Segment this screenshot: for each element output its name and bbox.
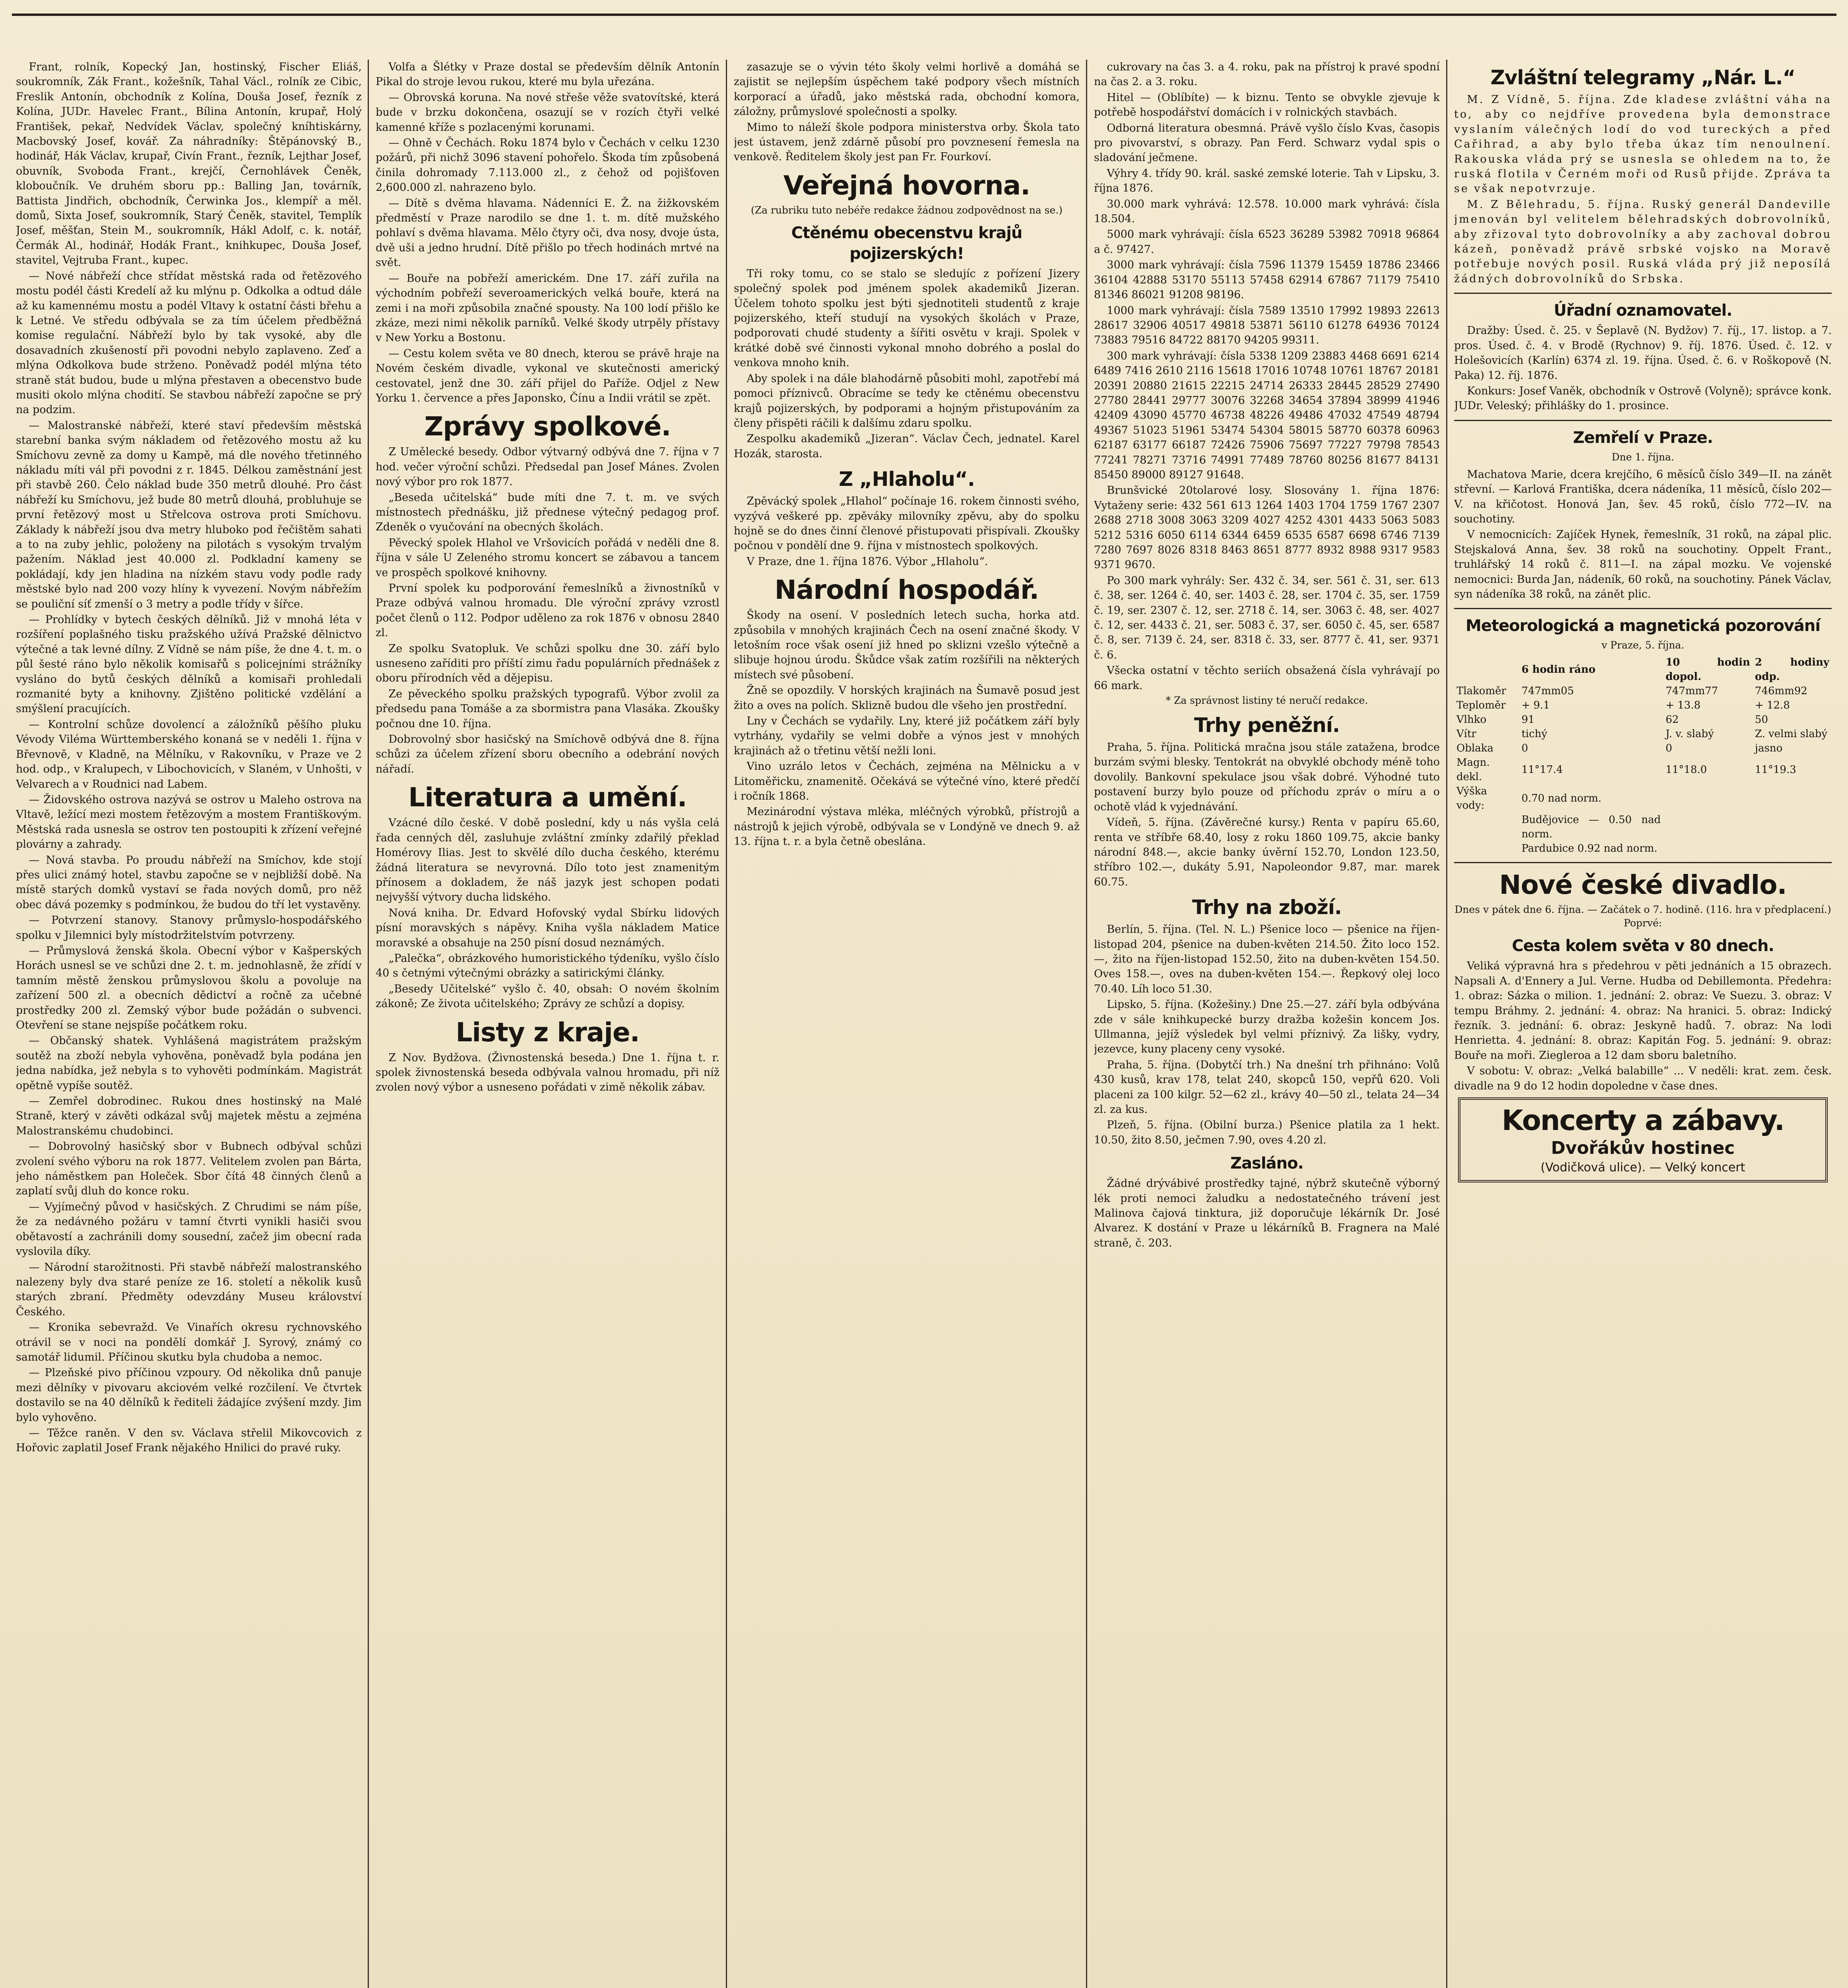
article-paragraph: — Zemřel dobrodinec. Rukou dnes hostinský na Malé Straně, který v závěti odkázal svůj majetek městu a zejména Malostranskému chudobinci. xyxy=(16,1095,362,1137)
meteorology-cell: + 9.1 xyxy=(1521,699,1550,712)
meteorology-cell: Z. velmi slabý xyxy=(1755,728,1828,740)
section-heading: Z „Hlaholu“. xyxy=(839,468,975,491)
article-paragraph: zasazuje se o vývin této školy velmi horlivě a domáhá se zajistit se nejlepším úspěchem také podpory všech místních korporací a úřadů, jako městská rada, obchodní komora, záložny, průmyslové společnosti a spolky. xyxy=(734,61,1080,118)
article-paragraph: Dobrovolný sbor hasičský na Smíchově odbývá dne 8. října schůzi za účelem zřízení sboru obecního a odebrání nových nářadí. xyxy=(376,733,719,775)
article-paragraph: Výhry 4. třídy 90. král. saské zemské loterie. Tah v Lipsku, 3. října 1876. xyxy=(1094,167,1440,195)
meteorology-cell: 747mm77 xyxy=(1666,685,1718,697)
article-paragraph: — Kontrolní schůze dovolencí a záložníků pěšího pluku Vévody Viléma Württemberského konaná se v neděli 1. října v Břevnově, v Kladně, na Mělníku, v Rakovníku, v Praze ve 2 hod. odp., v Kralupech, v Libochovicích, v Slaném, v Unhošti, v Velvarech a v Roudnici nad Labem. xyxy=(16,718,362,790)
section-heading: Zprávy spolkové. xyxy=(424,411,671,442)
article-paragraph: — Kronika sebevražd. Ve Vinařích okresu rychnovského otrávil se v noci na pondělí domkář J. Syrový, známý co samotář lidumil. Příčinou skutku byla chudoba a nemoc. xyxy=(16,1321,362,1363)
article-paragraph: — Židovského ostrova nazývá se ostrov u Maleho ostrova na Vltavě, ležící mezi mostem řetězovým a mostem Františkovým. Městská rada usnesla se ostrov ten postoupiti k zřízení veřejné plovárny a zahrady. xyxy=(16,793,362,851)
article-paragraph: — Ohně v Čechách. Roku 1874 bylo v Čechách v celku 1230 požárů, při nichž 3096 stavení pohořelo. Škoda tím způsobená činila dohromady 7.113.000 zl., z čehož od pojišťoven 2,600.000 zl. nahrazeno bylo. xyxy=(376,137,719,194)
article-paragraph: První spolek ku podporování řemeslníků a živnostníků v Praze odbývá valnou hromadu. Dle výroční zprávy vzrostl počet členů o 112. Podpor uděleno za rok 1876 v obnosu 2840 zl. xyxy=(376,582,719,639)
article-paragraph: Hitel — (Oblíbíte) — k biznu. Tento se obvykle zjevuje k potřebě hospodářství domácích i v rolnických stavbách. xyxy=(1094,91,1440,119)
section-heading: Trhy peněžní. xyxy=(1194,714,1340,737)
article-paragraph: Ze pěveckého spolku pražských typografů. Výbor zvolil za předsedu pana Tomáše a za sbormistra pana Vlasáka. Zkoušky počnou dne 10. října. xyxy=(376,687,719,730)
article-paragraph: Nová kniha. Dr. Edvard Hofovský vydal Sbírku lidových písní moravských s nápěvy. Kniha vyšla nákladem Matice moravské a obsahuje na 250 písní dosud neznámých. xyxy=(376,907,719,949)
meteorology-cell: 11°18.0 xyxy=(1666,764,1707,776)
theatre-date: Dnes v pátek dne 6. října. — Začátek o 7. hodině. (116. hra v předplacení.) Poprvé: xyxy=(1454,904,1831,929)
article-paragraph: Vino uzrálo letos v Čechách, zejména na Mělnicku a v Litoměřicku, znamenitě. Očekává se výtečné víno, které předčí i ročník 1868. xyxy=(734,760,1080,803)
article-paragraph: — Bouře na pobřeží americkém. Dne 17. září zuřila na východním pobřeží severoamerických velká bouře, která na zemi i na moři způsobila značné spousty. Na 100 lodí přišlo ke zkáze, mezi nimi několik parníků. Velké škody utrpěly přístavy v New Yorku a Bostonu. xyxy=(376,272,719,344)
meteorology-cell: 0 xyxy=(1666,742,1672,755)
article-paragraph: Škody na osení. V posledních letech sucha, horka atd. způsobila v mnohých krajinách Čech na osení značné škody. V letošním roce však osení již hned po sklizni vzešlo výtečně a slibuje hojnou úrodu. Škůdce však zatím rozšířili na některých místech své působení. xyxy=(734,609,1080,681)
article-paragraph: Zpěvácký spolek „Hlahol“ počínaje 16. rokem činnosti svého, vyzývá veškeré pp. zpěváky milovníky zpěvu, aby do spolku hojně se do dnes činní členové přistupovati přispívali. Zkoušky počnou v pondělí dne 9. října v místnostech spolkových. xyxy=(734,495,1080,552)
article-paragraph: Všecka ostatní v těchto seriích obsažená čísla vyhrávají po 66 mark. xyxy=(1094,664,1440,692)
article-paragraph: — Dobrovolný hasičský sbor v Bubnech odbýval schůzi zvolení svého výboru na rok 1877. Velitelem zvolen pan Bárta, jeho náměstkem pan Holeček. Sbor čítá 48 činných členů a zaplatí svůj dluh do konce roku. xyxy=(16,1140,362,1198)
meteorology-header-row xyxy=(1454,655,1832,684)
deaths-entry: V nemocnicích: Zajíček Hynek, řemeslník, 31 roků, na zápal plic. Stejskalová Anna, šev. 38 roků na souchotiny. Oppelt Frant., truhlářský 14 roků č. 811—I. na zápal mozku. Ve vojenské nemocnici: Burda Jan, nádeník, 60 roků, na souchotiny. Pánek Václav, syn nádeníka 38 roků, na zánět plic. xyxy=(1454,528,1832,600)
deaths-heading: Zemřelí v Praze. xyxy=(1573,428,1713,447)
article-paragraph: 1000 mark vyhrávají: čísla 7589 13510 17992 19893 22613 28617 32906 40517 49818 53871 56110 61278 64936 70124 73883 79516 84722 88170 94205 99311. xyxy=(1094,304,1440,347)
meteorology-column-header: 2 hodiny odp. xyxy=(1755,656,1829,683)
article-paragraph: Praha, 5. října. (Dobytčí trh.) Na dnešní trh přihnáno: Volů 430 kusů, krav 178, telat 240, skopců 150, vepřů 620. Voli placeni za 100 kilgr. 52—62 zl., krávy 40—50 zl., telata 24—34 zl. za kus. xyxy=(1094,1058,1440,1116)
section-heading: Veřejná hovorna. xyxy=(783,170,1030,201)
column-1 xyxy=(16,60,362,1988)
meteorology-column-header: 10 hodin dopol. xyxy=(1666,656,1750,683)
meteorology-table xyxy=(1454,655,1832,856)
telegram-belgrade: M. Z Bělehradu, 5. října. Ruský generál Dandeville jmenován byl velitelem bělehradských dobrovolníků, aby zřizoval tyto dobrovolníky a aby zachoval dobrou kázeň, poněvadž právě srbské vojsko na Moravě potřebuje nových posil. Ruská vláda prý již neposílá žádných dobrovolníků do Srbska. xyxy=(1454,198,1832,285)
article-paragraph: Praha, 5. října. Politická mračna jsou stále zatažena, brodce burzám svými blesky. Tentokrát na obvyklé obchody méně toho dovolily. Bankovní spekulace jsou však dobré. Výhodné tuto postavení burzy bylo pouze od příchodu zpráv o míru a o ochotě vlád k vyjednávání. xyxy=(1094,741,1440,813)
meteorology-cell: jasno xyxy=(1755,742,1783,755)
meteorology-cell: Vítr xyxy=(1456,728,1476,740)
column-4 xyxy=(1094,60,1440,1988)
article-paragraph: Berlín, 5. října. (Tel. N. L.) Pšenice loco — pšenice na říjen-listopad 204, pšenice na duben-květen 214.50. Žito loco 152.—, žito na říjen-listopad 152.50, žito na duben-květen 154.50. Oves 158.—, oves na duben-květen 154.—. Řepkový olej loco 70.40. Líh loco 51.30. xyxy=(1094,923,1440,995)
meteorology-cell: Výška vody: xyxy=(1456,785,1487,812)
meteorology-cell: Teploměr xyxy=(1456,699,1506,712)
meteorology-row xyxy=(1454,755,1832,784)
meteorology-cell: + 12.8 xyxy=(1755,699,1790,712)
deaths-date: Dne 1. října. xyxy=(1611,451,1674,463)
section-heading: Literatura a umění. xyxy=(408,782,687,813)
meteorology-cell: 746mm92 xyxy=(1755,685,1807,697)
article-paragraph: 5000 mark vyhrávají: čísla 6523 36289 53982 70918 96864 a č. 97427. xyxy=(1094,228,1440,256)
article-paragraph: Tři roky tomu, co se stalo se sledujíc z pořízení Jizery společný spolek pod jménem spolek akademiků Jizeran. Účelem tohoto spolku jest býti sjednotiteli studentů z kraje pojizerského, kteří studují na vysokých školách v Praze, podporovati chudé studenty a šířiti osvětu v kraji. Spolek v krátké době své činnosti vykonal mnoho dobrého a poslal do venkova mnoho knih. xyxy=(734,267,1080,369)
meteorology-cell: Pardubice 0.92 nad norm. xyxy=(1521,843,1658,855)
article-paragraph: Vzácné dílo české. V době poslední, kdy u nás vyšla celá řada cenných děl, zasluhuje zvláštní zmínky zdařilý překlad Homérovy Ilias. Jest to skvělé dílo ducha českého, kterému žádná literatura se nevyrovná. Dílo toto jest znamenitým přínosem a dokladem, že náš jazyk jest schopen podati nejvyšší výtvory ducha lidského. xyxy=(376,817,719,904)
column-divider xyxy=(1446,60,1447,1988)
meteorology-cell: Tlakoměr xyxy=(1456,685,1507,697)
article-paragraph: V Praze, dne 1. října 1876. Výbor „Hlaholu“. xyxy=(747,555,988,568)
article-paragraph: 3000 mark vyhrávají: čísla 7596 11379 15459 18786 23466 36104 42888 53170 55113 57458 62914 67867 71179 75410 81346 86021 91208 98196. xyxy=(1094,259,1440,301)
article-paragraph: — Občanský shatek. Vyhlášená magistrátem pražským soutěž na zboží nebyla vyhověna, poněvadž byla podána jen jedna nabídka, jež nebyla s to vyhověti podmínkám. Magistrát opětně vypíše soutěž. xyxy=(16,1035,362,1092)
meteorology-column-header xyxy=(1454,655,1519,684)
theatre-note: V sobotu: V. obraz: „Velká balabille“ ... V neděli: krat. zem. česk. divadle na 9 do 12 hodin dopoledne v čase dnes. xyxy=(1454,1065,1832,1092)
meteorology-row xyxy=(1454,712,1832,727)
theatre-heading: Nové české divadlo. xyxy=(1499,870,1787,901)
article-paragraph: — Vyjímečný původ v hasičských. Z Chrudimi se nám píše, že za nedávného požáru v tamní čtvrti vynikli hasiči svou obětavostí a zachránili domy sousední, začež jim obecní rada vyslovila díky. xyxy=(16,1200,362,1258)
meteorology-cell xyxy=(1454,813,1519,841)
section-note: (Za rubriku tuto nebéře redakce žádnou zodpovědnost na se.) xyxy=(750,204,1063,216)
article-paragraph: 30.000 mark vyhrává: 12.578. 10.000 mark vyhrává: čísla 18.504. xyxy=(1094,198,1440,225)
article-paragraph: Po 300 mark vyhrály: Ser. 432 č. 34, ser. 561 č. 31, ser. 613 č. 38, ser. 1264 č. 40, ser. 1403 č. 28, ser. 1704 č. 35, ser. 1759 č. 19, ser. 2307 č. 12, ser. 2718 č. 14, ser. 3063 č. 48, ser. 4027 č. 12, ser. 4433 č. 21, ser. 5083 č. 37, ser. 6050 č. 45, ser. 6587 č. 8, ser. 7139 č. 24, ser. 8318 č. 33, ser. 8777 č. 41, ser. 9371 č. 6. xyxy=(1094,574,1440,661)
meteorology-cell: J. v. slabý xyxy=(1666,728,1714,740)
article-paragraph: — Potvrzení stanovy. Stanovy průmyslo-hospodářského spolku v Jilemnici byly místodržitelstvím potvrzeny. xyxy=(16,914,362,942)
article-paragraph: Ze spolku Svatopluk. Ve schůzi spolku dne 30. září bylo usneseno zaříditi pro příští zimu řadu populárních přednášek z oboru přírodních věd a dějepisu. xyxy=(376,642,719,685)
article-paragraph: Žádné drývábivé prostředky tajné, nýbrž skutečně výborný lék proti nemoci žaludku a nedostatečného trávení jest Malinova čajová tinktura, již doporučuje lékárník Dr. José Alvarez. K dostání v Praze u lékárníků B. Fragnera na Malé straně, č. 203. xyxy=(1094,1177,1440,1249)
meteorology-cell: 11°17.4 xyxy=(1521,764,1563,776)
column-divider xyxy=(1086,60,1087,1988)
column-3 xyxy=(734,60,1080,1988)
article-paragraph: Brunšvické 20tolarové losy. Slosovány 1. října 1876: Vytaženy serie: 432 561 613 1264 1403 1704 1759 1767 2307 2688 2718 3008 3063 3209 4027 4252 4301 4433 5063 5083 5212 5316 6050 6114 6344 6459 6535 6587 6698 6746 7139 7280 7697 8026 8318 8463 8651 8777 8932 8988 9317 9583 9371 9670. xyxy=(1094,484,1440,571)
meteorology-cell: + 13.8 xyxy=(1666,699,1701,712)
concerts-heading: Koncerty a zábavy. xyxy=(1501,1104,1784,1137)
article-paragraph: — Dítě s dvěma hlavama. Nádenníci E. Ž. na žižkovském předměstí v Praze narodilo se dne 1. t. m. dítě mužského pohlaví s dvěma hlavama. Mělo čtyry oči, dva nosy, dvoje ústa, dvě uši a jedno hrudní. Dítě přišlo po třech hodinách mrtvé na svět. xyxy=(376,197,719,269)
meteorology-cell: 0 xyxy=(1521,742,1528,755)
article-paragraph: „Palečka“, obrázkového humoristického týdeníku, vyšlo číslo 40 s četnými výtečnými obrázky a satirickými články. xyxy=(376,952,719,980)
meteorology-cell: 747mm05 xyxy=(1521,685,1574,697)
meteorology-cell: 62 xyxy=(1666,714,1679,726)
section-heading: Ctěnému obecenstvu krajů pojizerských! xyxy=(791,223,1022,263)
article-paragraph: Frant, rolník, Kopecký Jan, hostinský, Fischer Eliáš, soukromník, Zák Frant., kožešník, Tahal Václ., rolník ze Cibic, Freslik Antonín, obchodník z Kolína, Douša Josef, řezník z Kolína, JUDr. Havelec Frant., Bílina Antonín, krupař, Holý František, pekař, Nedvídek Václav, společný kníhtiskárny, Macbovský Josef, kovář. Za náhradníky: Štěpánovský B., hodinář, Hák Václav, krupař, Civín Frant., řezník, Lejthar Josef, obuvník, Svoboda Frant., krejčí, Černohlávek Čeněk, kloboučník. Ve druhém sboru pp.: Balling Jan, továrník, Battista Jindřich, obchodník, Čerwinka Jos., klempíř a měl. domů, Sixta Josef, soukromník, Starý Čeněk, stavitel, Templík Josef, měšťan, Stein M., soukromník, Hákl Adolf, c. k. notář, Čermák Al., hodinář, Hodák Frant., knihkupec, Douša Josef, stavitel, Vejtruba Frant., kupec. xyxy=(16,61,362,267)
meteorology-row xyxy=(1454,841,1832,856)
article-paragraph: Žně se opozdily. V horských krajinách na Šumavě posud jest žito a oves na polích. Sklizně budou dle všeho jen prostřední. xyxy=(734,684,1080,712)
meteorology-cell xyxy=(1454,841,1519,856)
telegram-vienna: M. Z Vídně, 5. října. Zde kladese zvláštní váha na to, aby co nejdříve provedena byla demonstrace vyslaním válečných lodí do vod tureckých a před Cařihrad, a aby bylo třeba úkaz tím nenoulnení. Rakouska vláda prý se usnesla se ohledem na to, že ruská flotila v Černém moři od Rusů přijde. Zpráva ta se však nepotvrzuje. xyxy=(1454,93,1832,195)
article-paragraph: „Besedy Učitelské“ vyšlo č. 40, obsah: O novém školním zákoně; Ze života učitelského; Zprávy ze schůzí a dopisy. xyxy=(376,982,719,1010)
meteorology-cell: 91 xyxy=(1521,714,1535,726)
article-paragraph: — Cestu kolem světa ve 80 dnech, kterou se právě hraje na Novém českém divadle, vykonal ve skutečnosti americký cestovatel, jenž dne 30. září přijel do Paříže. Odjel z New Yorku 1. července a přes Japonsko, Čínu a Indii vrátil se zpět. xyxy=(376,347,719,404)
section-divider xyxy=(1454,420,1832,421)
meteorology-cell: tichý xyxy=(1521,728,1547,740)
section-divider xyxy=(1454,862,1832,863)
article-paragraph: Z Nov. Bydžova. (Živnostenská beseda.) Dne 1. října t. r. spolek živnostenská beseda odbývala valnou hromadu, při níž zvolen nový výbor a usneseno pořádati v zimě několik zábav. xyxy=(376,1051,719,1094)
article-paragraph: Lny v Čechách se vydařily. Lny, které již počátkem září byly vytrhány, vydařily se velmi dobře a výnos jest v mnohých krajinách až o třetinu větší nežli loni. xyxy=(734,715,1080,757)
theatre-play-title: Cesta kolem světa v 80 dnech. xyxy=(1512,937,1774,955)
concerts-venue: Dvořákův hostinec xyxy=(1551,1138,1735,1159)
article-paragraph: Mezinárodní výstava mléka, mléčných výrobků, přístrojů a nástrojů k jejich výrobě, odbývala se v Londýně ve dnech 9. až 13. října t. r. a byla četně obeslána. xyxy=(734,806,1080,848)
article-paragraph: — Nová stavba. Po proudu nábřeží na Smíchov, kde stojí přes ulici známý hotel, stavbu započne se v nejbližší době. Na místě starých domků vystaví se řada nových domů, pro něž obec dává pozemky s podmínkou, že budou do tří let vystavěny. xyxy=(16,854,362,911)
telegram-heading: Zvláštní telegramy „Nár. L.“ xyxy=(1490,66,1796,89)
meteorology-cell: 0.70 nad norm. xyxy=(1521,792,1602,805)
meteorology-cell xyxy=(1663,784,1753,813)
section-divider xyxy=(1454,608,1832,609)
meteorology-cell: Oblaka xyxy=(1456,742,1494,755)
article-paragraph: — Obrovská koruna. Na nové střeše věže svatovítské, která bude v brzku dokončena, osazují se v rozích čtyři velké kamenné kříže s pozlacenými korunami. xyxy=(376,91,719,134)
meteorology-row xyxy=(1454,813,1832,841)
article-paragraph: — Těžce raněn. V den sv. Václava střelil Mikovcovich z Hořovic zaplatil Josef Frank nějakého Hnilici do pravé ruky. xyxy=(16,1427,362,1454)
article-paragraph: Aby spolek i na dále blahodárně působiti mohl, zapotřebí má pomoci příznivců. Obracíme se tedy ke ctěnému obecenstvu krajů pojizerských, by podporami a hojným přistupováním za členy přispěti ráčili k dalšímu zdaru spolku. xyxy=(734,372,1080,429)
column-5 xyxy=(1454,60,1832,1988)
article-paragraph: — Průmyslová ženská škola. Obecní výbor v Kašperských Horách usnesl se ve schůzi dne 2. t. m. jednohlasně, že zřídí v tamním městě ženskou průmyslovou školu a povoluje na zařízení 500 zl. a obecních dědictví a ročně za učebné prostředky 200 zl. Zemský výbor bude požádán o subvenci. Otevření se stane nejspíše počátkem roku. xyxy=(16,944,362,1031)
meteorology-cell: Magn. dekl. xyxy=(1456,757,1490,783)
meteorology-row xyxy=(1454,698,1832,712)
section-divider xyxy=(1454,293,1832,294)
top-rule xyxy=(12,14,1836,16)
official-heading: Úřadní oznamovatel. xyxy=(1553,301,1732,320)
meteorology-cell xyxy=(1663,841,1753,856)
meteorology-cell xyxy=(1753,841,1832,856)
article-paragraph: — Prohlídky v bytech českých dělníků. Již v mnohá léta v rozšíření poplašného tisku pražského užívá Pražské dělnictvo výtečné a tak levné dílny. Z Vídně se nám píše, že dne 4. t. m. o půl šesté ráno bylo několik komisařů s policejními strážníky vysláno do bytů českých dělníků a komisaři prohledali rozmanité byty a knihovny. Zjištěno politické vzdělání a smýšlení pracujících. xyxy=(16,613,362,715)
official-auctions: Dražby: Úsed. č. 25. v Šeplavě (N. Bydžov) 7. říj., 17. listop. a 7. pros. Úsed. č. 4. v Brodě (Rychnov) 9. říj. 1876. Úsed. č. 12. v Holešovicích (Karlín) 6374 zl. 19. října. Úsed. č. 6. v Roškopově (N. Paka) 12. říj. 1876. xyxy=(1454,324,1832,382)
article-paragraph: cukrovary na čas 3. a 4. roku, pak na přístroj k pravé spodní na čas 2. a 3. roku. xyxy=(1094,61,1440,88)
article-paragraph: Plzeň, 5. října. (Obilní burza.) Pšenice platila za 1 hekt. 10.50, žito 8.50, ječmen 7.90, oves 4.20 zl. xyxy=(1094,1119,1440,1146)
column-divider xyxy=(368,60,369,1988)
meteorology-cell xyxy=(1753,813,1832,841)
meteorology-row xyxy=(1454,727,1832,741)
article-paragraph: Volfa a Šlétky v Praze dostal se především dělník Antonín Pikal do stroje levou rukou, které mu byla uřezána. xyxy=(376,61,719,88)
article-paragraph: — Nové nábřeží chce střídat městská rada od řetězového mostu podél části Kredelí až ku mlýnu p. Odkolka a odtud dále až ku kamennému mostu a podél Vltavy k ostatní části břehu a k Letné. Ve středu odbývala se za tím účelem předběžná komise regulační. Nábřeží bylo by tak vysoké, aby dle dosavadních zkušeností při povodni nebylo zaplaveno. Zeď a mlýna Odkolkova bude strženo. Poněvadž podél mlýna této straně stát budou, bude u mlýna přestaven a obecenstvo bude musiti okolo mlýna chodití. Se stavbou nábřeží započne se prý na podzim. xyxy=(16,270,362,416)
article-paragraph: Pěvecký spolek Hlahol ve Vršovicích pořádá v neděli dne 8. října v sále U Zeleného stromu koncert se zábavou a tancem ve prospěch spolkové knihovny. xyxy=(376,536,719,579)
section-heading: Trhy na zboží. xyxy=(1192,896,1342,919)
article-paragraph: Odborná literatura obesmná. Právě vyšlo číslo Kvas, časopis pro pivovarství, s obrazy. Pan Ferd. Schwarz vydal spis o sladování ječmene. xyxy=(1094,122,1440,164)
meteorology-cell xyxy=(1753,784,1832,813)
column-2 xyxy=(376,60,719,1988)
meteorology-row xyxy=(1454,684,1832,698)
meteorology-heading: Meteorologická a magnetická pozorování xyxy=(1466,617,1820,635)
meteorology-row xyxy=(1454,784,1832,813)
article-paragraph: — Národní starožitnosti. Při stavbě nábřeží malostranského nalezeny byly dva staré peníze ze 16. století a několik kusů starých zbraní. Předměty odevzdány Museu království Českého. xyxy=(16,1261,362,1318)
concerts-subtitle: (Vodičková ulice). — Velký koncert xyxy=(1540,1161,1745,1175)
meteorology-cell: Vlhko xyxy=(1456,714,1487,726)
meteorology-row xyxy=(1454,741,1832,755)
section-heading: Národní hospodář. xyxy=(774,575,1039,606)
article-paragraph: „Beseda učitelská“ bude míti dne 7. t. m. ve svých místnostech přednášku, již přednese výtečný pedagog prof. Zdeněk o vyučování na obecných školách. xyxy=(376,491,719,534)
meteorology-subheading: v Praze, 5. října. xyxy=(1601,639,1685,651)
article-paragraph: Zespolku akademiků „Jizeran“. Václav Čech, jednatel. Karel Hozák, starosta. xyxy=(734,433,1080,460)
article-paragraph: Z Umělecké besedy. Odbor výtvarný odbývá dne 7. října v 7 hod. večer výroční schůzi. Předsedal pan Josef Mánes. Zvolen nový výbor pro rok 1877. xyxy=(376,446,719,488)
meteorology-cell: 11°19.3 xyxy=(1755,764,1796,776)
meteorology-cell: 50 xyxy=(1755,714,1768,726)
article-paragraph: — Plzeňské pivo příčinou vzpoury. Od několika dnů panuje mezi dělníky v pivovaru akciovém velké rozčilení. Ve čtvrtek dostavilo se na 40 dělníků k řediteli žádajíce zvýšení mzdy. Jim bylo vyhověno. xyxy=(16,1367,362,1424)
article-paragraph: Vídeň, 5. října. (Závěrečné kursy.) Renta v papíru 65.60, renta ve stříbře 68.40, losy z roku 1860 109.75, akcie banky národní 848.—, akcie banky úvěrní 152.70, London 123.50, stříbro 102.—, dukáty 5.91, Napoleondor 9.87, mar. marek 60.75. xyxy=(1094,816,1440,888)
section-note: * Za správnost listiny té neručí redakce. xyxy=(1165,695,1368,707)
article-paragraph: — Malostranské nábřeží, které staví především městská starební banka svým nákladem od řetězového mostu až ku Smíchovu zevně za domy u Kampě, má dle nového třetinného nákladu míti vál při povodni z r. 1845. Délkou zaměstnání jest při stavbě 260. Čelo náklad bude 350 metrů dlouhé. Pro část nábřeží ku Smíchovu, jež bude 80 metrů dlouhá, probluhuje se první řetězový most u Střelcova ostrova proti Smíchovu. Základy k nábřeží jsou dva metry hluboko pod řečištěm sahati a to na zuby jehlic, položeny na pilotách s vysokým trvalým pažením. Náklad jest 40.000 zl. Podkladní kameny se pokládají, kdy jen hladina na nízkém stavu vody podle rady městské bylo nad 200 vozy hlíny k vyvezení. Novým nábřežím se pouliční síť zmenší o 3 metry a podle třídy v šířce. xyxy=(16,419,362,610)
concerts-advert-box xyxy=(1458,1097,1828,1182)
section-heading: Zasláno. xyxy=(1230,1154,1303,1173)
meteorology-column-header: 6 hodin ráno xyxy=(1521,664,1596,676)
article-paragraph: Lipsko, 5. října. (Kožešiny.) Dne 25.—27. září byla odbývána zde v sále knihkupecké burzy dražba kožešin koncem Jos. Ullmanna, jejíž výsledek byl velmi příznivý. Za lišky, vydry, jezevce, kuny placeny ceny vysoké. xyxy=(1094,998,1440,1056)
article-paragraph: Mimo to náleží škole podpora ministerstva orby. Škola tato jest ústavem, jenž zdárně působí pro povznesení řemesla na venkově. Ředitelem školy jest pan Fr. Fourkoví. xyxy=(734,121,1080,163)
deaths-entry: Machatova Marie, dcera krejčího, 6 měsíců číslo 349—II. na zánět střevní. — Karlová Františka, dcera nádeníka, 11 měsíců, číslo 202—V. na křičotost. Honová Jan, šev. 45 roků, číslo 772—IV. na souchotiny. xyxy=(1454,468,1832,525)
theatre-program: Veliká výpravná hra s předehrou v pěti jednáních a 15 obrazech. Napsali A. d'Ennery a Jul. Verne. Hudba od Debillemonta. Předehra: 1. obraz: Sázka o milion. 1. jednání: 2. obraz: Ve Suezu. 3. obraz: V tempu Bráhmy. 2. jednání: 4. obraz: Na hranici. 5. obraz: Indický řezník. 3. jednání: 6. obraz: Jeskyně hadů. 7. obraz: Na lodi Henrietta. 4. jednání: 8. obraz: Kapitán Fog. 5. jednání: 9. obraz: Bouře na moři. Ziegleroa a 12 dam sboru baletního. xyxy=(1454,960,1832,1062)
article-paragraph: 300 mark vyhrávají: čísla 5338 1209 23883 4468 6691 6214 6489 7416 2610 2116 15618 17016 10748 10761 18767 20181 20391 20880 21615 22215 24714 26333 28445 28529 27490 27780 28441 29777 30076 32268 34654 37894 38999 41946 42409 43090 45770 46738 48226 49486 47032 47549 48794 49367 51023 51961 53474 54304 58015 58770 60378 60963 62187 63177 66187 72426 75906 75697 77227 79798 78543 77241 78271 73716 74991 77489 78760 80256 81677 84131 85450 89000 89127 91648. xyxy=(1094,349,1440,481)
meteorology-cell: Budějovice — 0.50 nad norm. xyxy=(1521,814,1661,841)
section-heading: Listy z kraje. xyxy=(456,1017,640,1048)
column-divider xyxy=(726,60,727,1988)
official-bankruptcy: Konkurs: Josef Vaněk, obchodník v Ostrově (Volyně); správce konk. JUDr. Veleský; přihlášky do 1. prosince. xyxy=(1454,384,1832,412)
meteorology-cell xyxy=(1663,813,1753,841)
